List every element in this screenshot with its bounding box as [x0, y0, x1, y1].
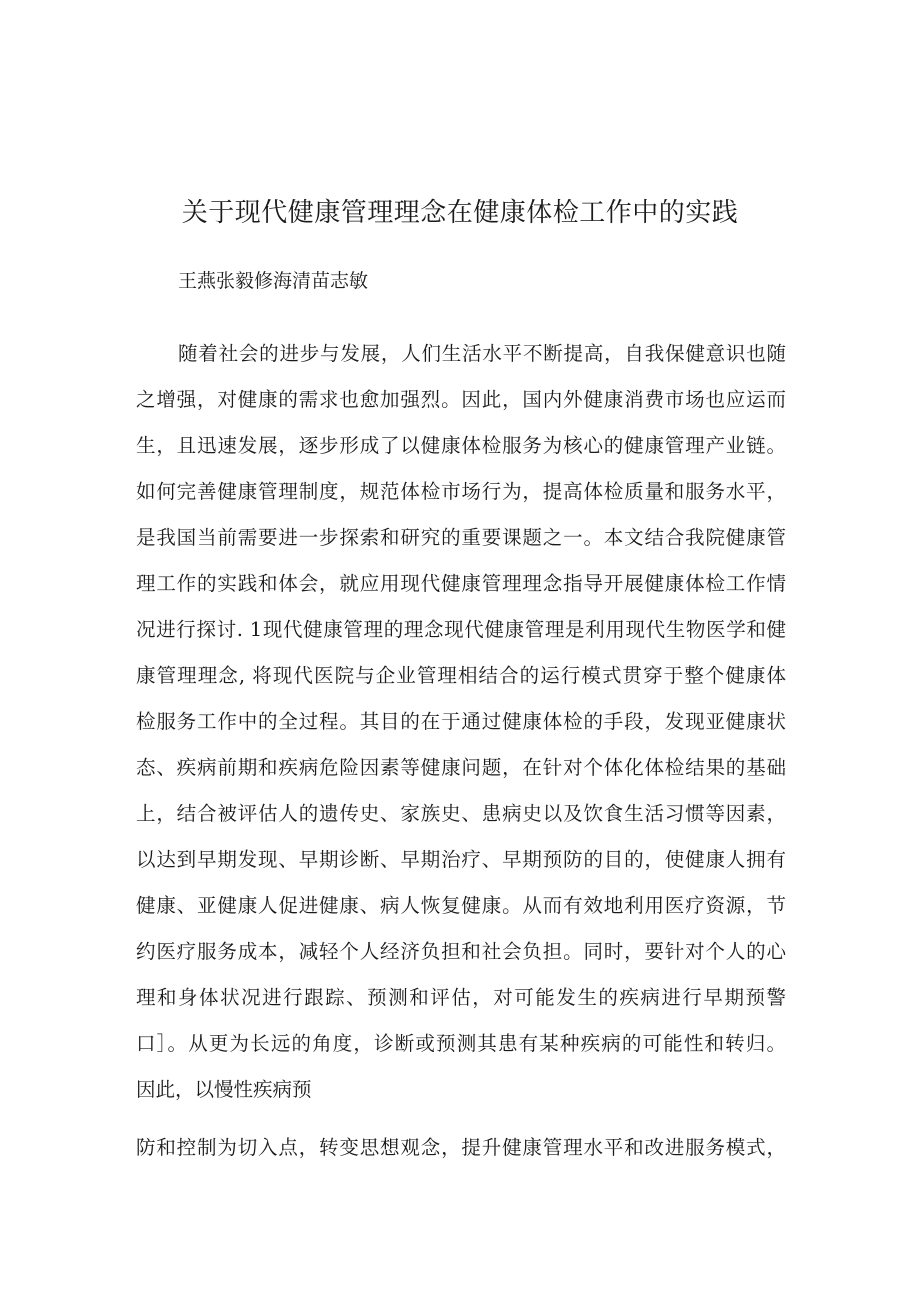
body-line: 因此，以慢性疾病预 — [136, 1078, 312, 1101]
document-title: 关于现代健康管理理念在健康体检工作中的实践 — [181, 198, 739, 228]
body-line: 理工作的实践和体会，就应用现代健康管理理念指导开展健康体检工作情 — [136, 572, 786, 595]
body-line: 如何完善健康管理制度，规范体检市场行为，提高体检质量和服务水平， — [136, 480, 786, 503]
body-line: 况进行探讨. 1现代健康管理的理念现代健康管理是利用现代生物医学和健 — [136, 618, 786, 641]
body-line: 之增强，对健康的需求也愈加强烈。因此，国内外健康消费市场也应运而 — [136, 388, 786, 411]
body-line: 健康、亚健康人促进健康、病人恢复健康。从而有效地利用医疗资源，节 — [136, 894, 786, 917]
body-line: 康管理理念, 将现代医院与企业管理相结合的运行模式贯穿于整个健康体 — [136, 664, 786, 687]
body-line: 检服务工作中的全过程。其目的在于通过健康体检的手段，发现亚健康状 — [136, 710, 786, 733]
body-line: 随着社会的进步与发展，人们生活水平不断提高，自我保健意识也随 — [178, 342, 786, 365]
body-line: 防和控制为切入点，转变思想观念，提升健康管理水平和改进服务模式， — [136, 1136, 786, 1159]
body-line: 口］。从更为长远的角度，诊断或预测其患有某种疾病的可能性和转归。 — [136, 1032, 786, 1055]
body-line: 上，结合被评估人的遗传史、家族史、患病史以及饮食生活习惯等因素， — [136, 802, 786, 825]
body-line: 态、疾病前期和疾病危险因素等健康问题，在针对个体化体检结果的基础 — [136, 756, 786, 779]
body-line: 生，且迅速发展，逐步形成了以健康体检服务为核心的健康管理产业链。 — [136, 434, 786, 457]
body-line: 约医疗服务成本，减轻个人经济负担和社会负担。同时，要针对个人的心 — [136, 940, 786, 963]
author-list: 王燕张毅修海清苗志敏 — [178, 270, 369, 292]
body-line: 以达到早期发现、早期诊断、早期治疗、早期预防的目的，使健康人拥有 — [136, 848, 786, 871]
body-line: 理和身体状况进行跟踪、预测和评估，对可能发生的疾病进行早期预警 — [136, 986, 786, 1009]
body-line: 是我国当前需要进一步探索和研究的重要课题之一。本文结合我院健康管 — [136, 526, 786, 549]
